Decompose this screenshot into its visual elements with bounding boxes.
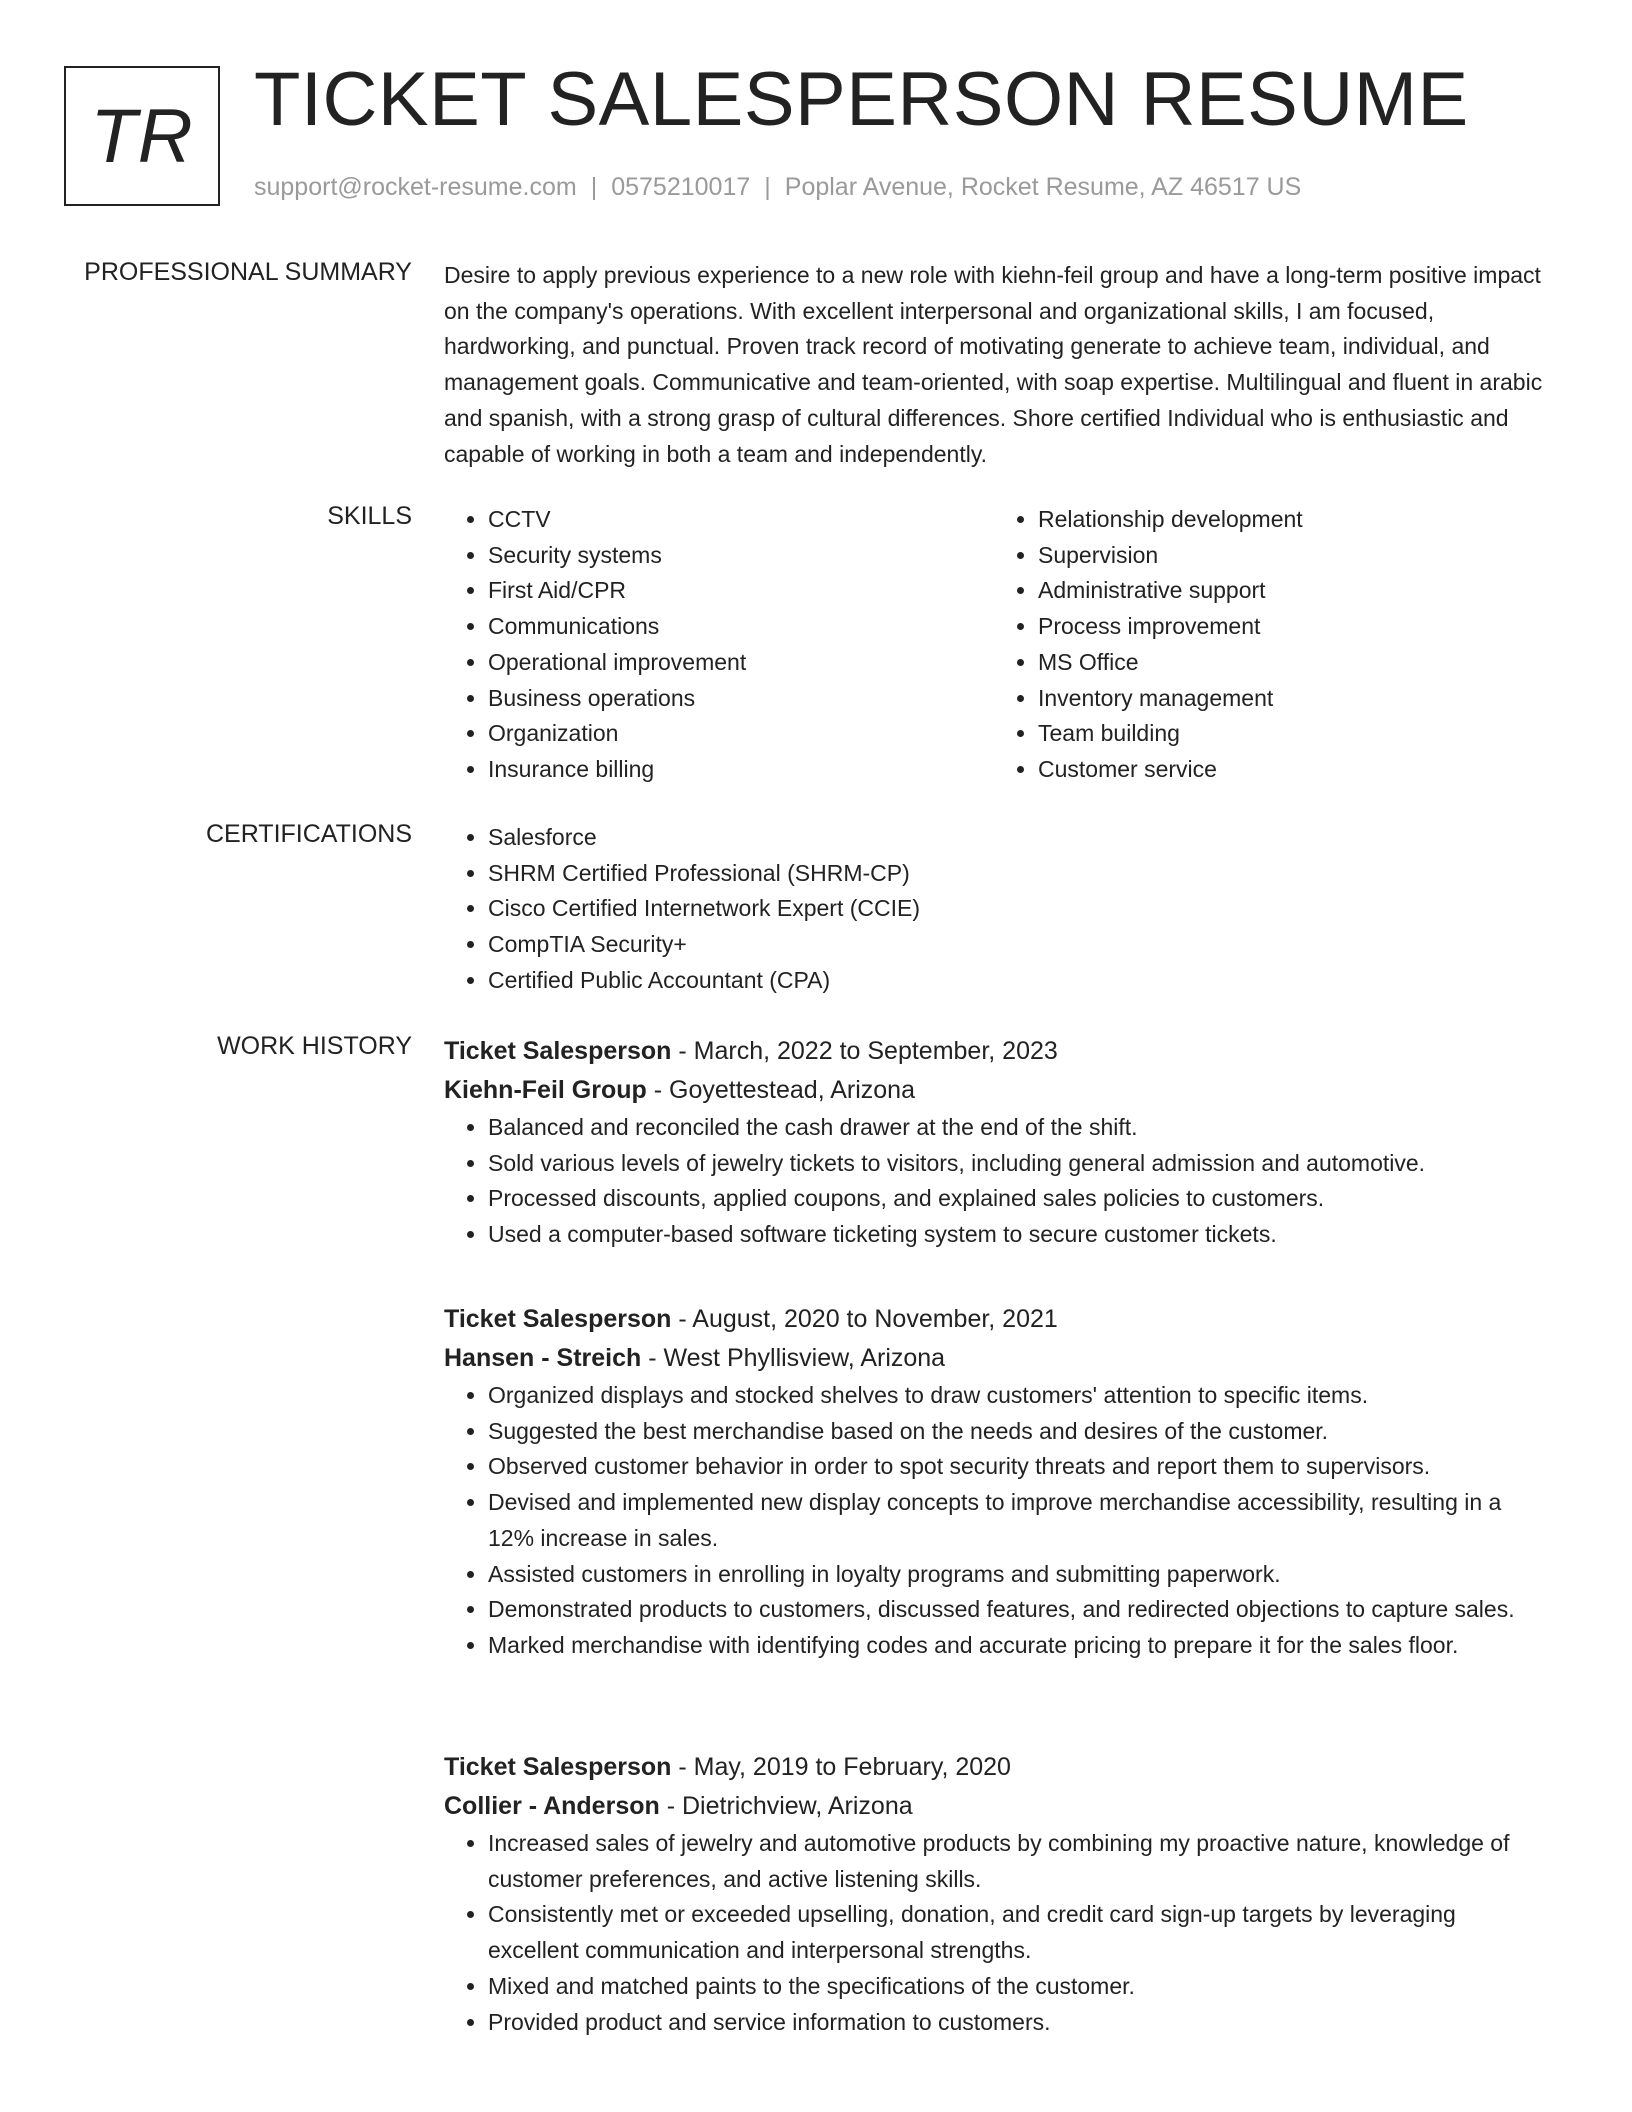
job-dates: - March, 2022 to September, 2023 [671,1037,1058,1065]
skill-item: • Insurance billing [488,752,994,788]
job-duty-item: • Observed customer behavior in order to spot security threats and report them to supervisors. [488,1449,1544,1485]
certification-item: • CompTIA Security+ [488,927,1544,963]
job-entry [444,1748,1544,2040]
contact-separator: | [590,173,598,201]
job-duty-item: • Mixed and matched paints to the specifications of the customer. [488,1969,1544,2005]
contact-phone: 0575210017 [611,173,751,201]
job-location: - Goyettestead, Arizona [646,1076,915,1104]
section-label-skills: SKILLS [327,502,412,530]
job-company: Hansen - Streich [444,1344,642,1372]
skill-item: • First Aid/CPR [488,573,994,609]
job-company-line [444,1071,1544,1110]
skill-item: • CCTV [488,502,994,538]
job-duty-item: • Consistently met or exceeded upselling, donation, and credit card sign-up targets by leveraging excellent communication and interpersonal strengths. [488,1897,1544,1968]
job-entry [444,1300,1544,1664]
job-duty-item: • Provided product and service information to customers. [488,2005,1544,2041]
job-company: Kiehn-Feil Group [444,1076,647,1104]
job-duty-item: • Processed discounts, applied coupons, and explained sales policies to customers. [488,1181,1544,1217]
certifications-list [444,820,1544,999]
section-label-certifications: CERTIFICATIONS [205,820,412,848]
job-title: Ticket Salesperson [444,1037,672,1065]
job-duties-list [444,1826,1544,2040]
job-entry [444,1032,1544,1253]
skill-item: • Organization [488,716,994,752]
contact-email: support@rocket-resume.com [254,173,577,201]
job-dates: - May, 2019 to February, 2020 [671,1753,1011,1781]
certification-item: • Cisco Certified Internetwork Expert (CCIE) [488,891,1544,927]
monogram-logo [64,66,220,206]
job-duties-list [444,1110,1544,1253]
job-company-line [444,1339,1544,1378]
summary-body [444,258,1544,472]
job-duty-item: • Increased sales of jewelry and automotive products by combining my proactive nature, knowledge of customer preferences, and active listening skills. [488,1826,1544,1897]
certification-item: • Certified Public Accountant (CPA) [488,963,1544,999]
summary-text: Desire to apply previous experience to a new role with kiehn-feil group and have a long-term positive impact on the company's operations. With excellent interpersonal and organizational skills, I am focused, hardworking, and punctual. Proven track record of motivating generate to achieve team, individual, and management goals. Communicative and team-oriented, with soap expertise. Multilingual and fluent in arabic and spanish, with a strong grasp of cultural differences. Shore certified Individual who is enthusiastic and capable of working in both a team and independently. [444,262,1543,467]
job-company: Collier - Anderson [444,1792,660,1820]
section-label-summary: PROFESSIONAL SUMMARY [84,258,412,286]
skill-item: • Inventory management [1038,681,1544,717]
job-duty-item: • Suggested the best merchandise based on the needs and desires of the customer. [488,1414,1544,1450]
skills-body [444,502,1544,788]
skill-item: • Security systems [488,538,994,574]
skill-item: • Team building [1038,716,1544,752]
skill-item: • Administrative support [1038,573,1544,609]
monogram-initials: TR [90,93,194,179]
skill-item: • Business operations [488,681,994,717]
skill-item: • Relationship development [1038,502,1544,538]
job-duties-list [444,1378,1544,1664]
skill-item: • Process improvement [1038,609,1544,645]
job-duty-item: • Marked merchandise with identifying codes and accurate pricing to prepare it for the sales floor. [488,1628,1544,1664]
job-duty-item: • Devised and implemented new display concepts to improve merchandise accessibility, resulting in a 12% increase in sales. [488,1485,1544,1556]
job-location: - West Phyllisview, Arizona [641,1344,946,1372]
job-title-line [444,1032,1544,1071]
skills-grid [444,502,1544,788]
certification-item: • SHRM Certified Professional (SHRM-CP) [488,856,1544,892]
job-title-line [444,1748,1544,1787]
job-duty-item: • Organized displays and stocked shelves to draw customers' attention to specific items. [488,1378,1544,1414]
skill-item: • MS Office [1038,645,1544,681]
job-company-line [444,1787,1544,1826]
resume-title: TICKET SALESPERSON RESUME [254,57,1469,142]
job-location: - Dietrichview, Arizona [659,1792,913,1820]
skill-item: • Operational improvement [488,645,994,681]
skills-list-right [994,502,1544,788]
job-duty-item: • Demonstrated products to customers, discussed features, and redirected objections to capture sales. [488,1592,1544,1628]
skill-item: • Customer service [1038,752,1544,788]
job-duty-item: • Balanced and reconciled the cash drawer at the end of the shift. [488,1110,1544,1146]
job-title-line [444,1300,1544,1339]
job-title: Ticket Salesperson [444,1305,672,1333]
job-duty-item: • Sold various levels of jewelry tickets to visitors, including general admission and automotive. [488,1146,1544,1182]
skill-item: • Supervision [1038,538,1544,574]
skill-item: • Communications [488,609,994,645]
job-title: Ticket Salesperson [444,1753,672,1781]
contact-line [254,173,1301,202]
skills-list-left [444,502,994,788]
job-dates: - August, 2020 to November, 2021 [671,1305,1058,1333]
certifications-body [444,820,1544,999]
contact-separator: | [764,173,771,201]
job-duty-item: • Assisted customers in enrolling in loyalty programs and submitting paperwork. [488,1557,1544,1593]
contact-address: Poplar Avenue, Rocket Resume, AZ 46517 US [784,173,1302,201]
job-duty-item: • Used a computer-based software ticketing system to secure customer tickets. [488,1217,1544,1253]
certification-item: • Salesforce [488,820,1544,856]
section-label-work-history: WORK HISTORY [217,1032,412,1060]
